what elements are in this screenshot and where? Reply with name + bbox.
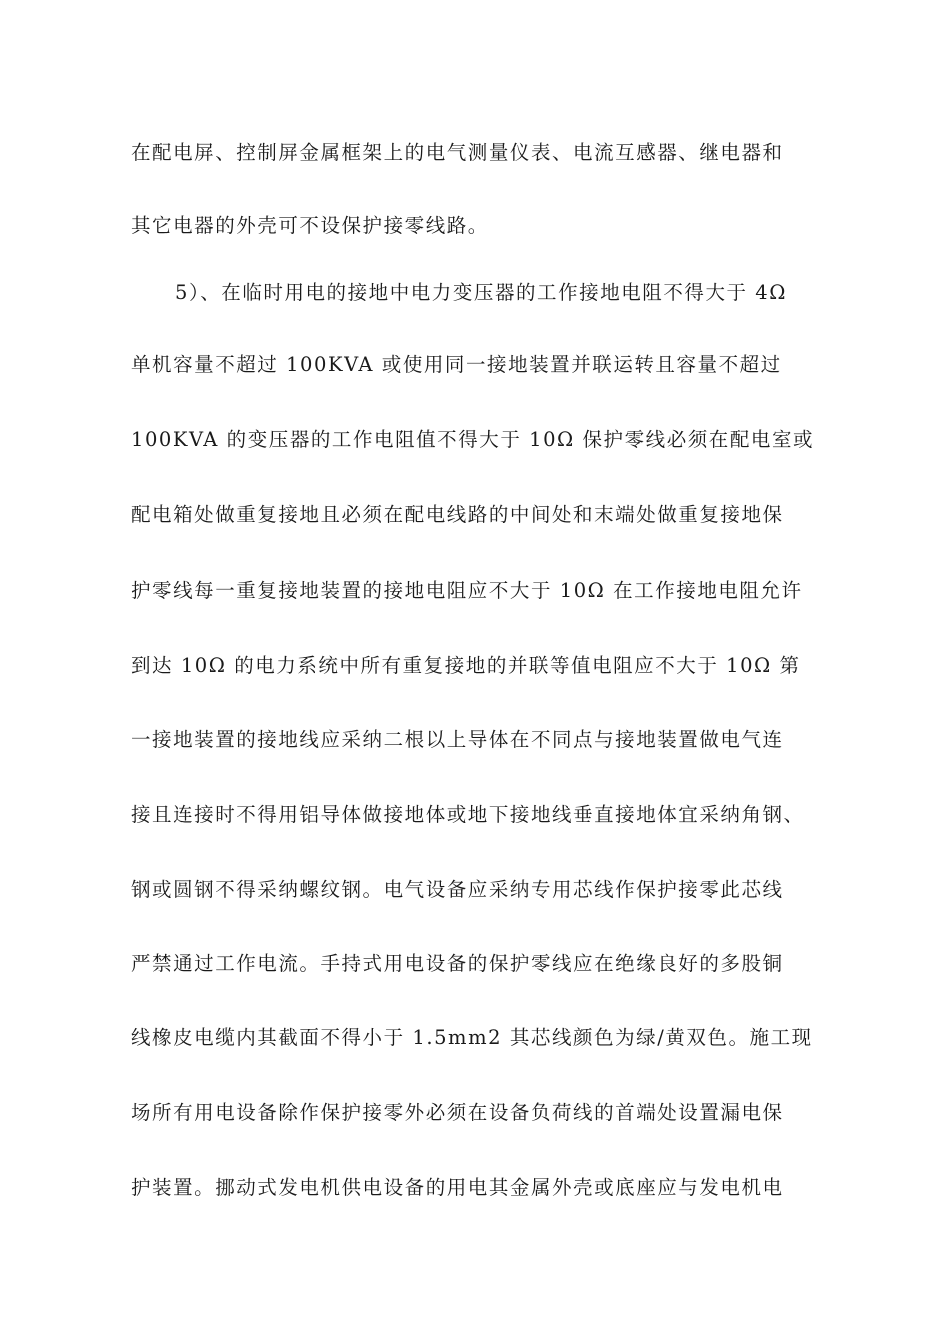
text-line: 场所有用电设备除作保护接零外必须在设备负荷线的首端处设置漏电保 bbox=[131, 1101, 784, 1124]
text-line: 钢或圆钢不得采纳螺纹钢。电气设备应采纳专用芯线作保护接零此芯线 bbox=[131, 878, 784, 901]
text-line: 单机容量不超过 100KVA 或使用同一接地装置并联运转且容量不超过 bbox=[131, 353, 782, 376]
text-line: 线橡皮电缆内其截面不得小于 1.5mm2 其芯线颜色为绿/黄双色。施工现 bbox=[131, 1026, 813, 1049]
text-line: 其它电器的外壳可不设保护接零线路。 bbox=[131, 214, 489, 237]
text-line: 护零线每一重复接地装置的接地电阻应不大于 10Ω 在工作接地电阻允许 bbox=[131, 579, 803, 602]
text-line: 护装置。挪动式发电机供电设备的用电其金属外壳或底座应与发电机电 bbox=[131, 1176, 784, 1199]
text-line: 一接地装置的接地线应采纳二根以上导体在不同点与接地装置做电气连 bbox=[131, 728, 784, 751]
text-line: 在配电屏、控制屏金属框架上的电气测量仪表、电流互感器、继电器和 bbox=[131, 141, 784, 164]
text-line: 严禁通过工作电流。手持式用电设备的保护零线应在绝缘良好的多股铜 bbox=[131, 952, 784, 975]
paragraph-start-line: 5）、在临时用电的接地中电力变压器的工作接地电阻不得大于 4Ω bbox=[175, 281, 787, 304]
text-line: 配电箱处做重复接地且必须在配电线路的中间处和末端处做重复接地保 bbox=[131, 503, 784, 526]
text-line: 接且连接时不得用铝导体做接地体或地下接地线垂直接地体宜采纳角钢、 bbox=[131, 803, 805, 826]
text-line: 到达 10Ω 的电力系统中所有重复接地的并联等值电阻应不大于 10Ω 第 bbox=[131, 654, 801, 677]
text-line: 100KVA 的变压器的工作电阻值不得大于 10Ω 保护零线必须在配电室或 bbox=[131, 428, 815, 451]
